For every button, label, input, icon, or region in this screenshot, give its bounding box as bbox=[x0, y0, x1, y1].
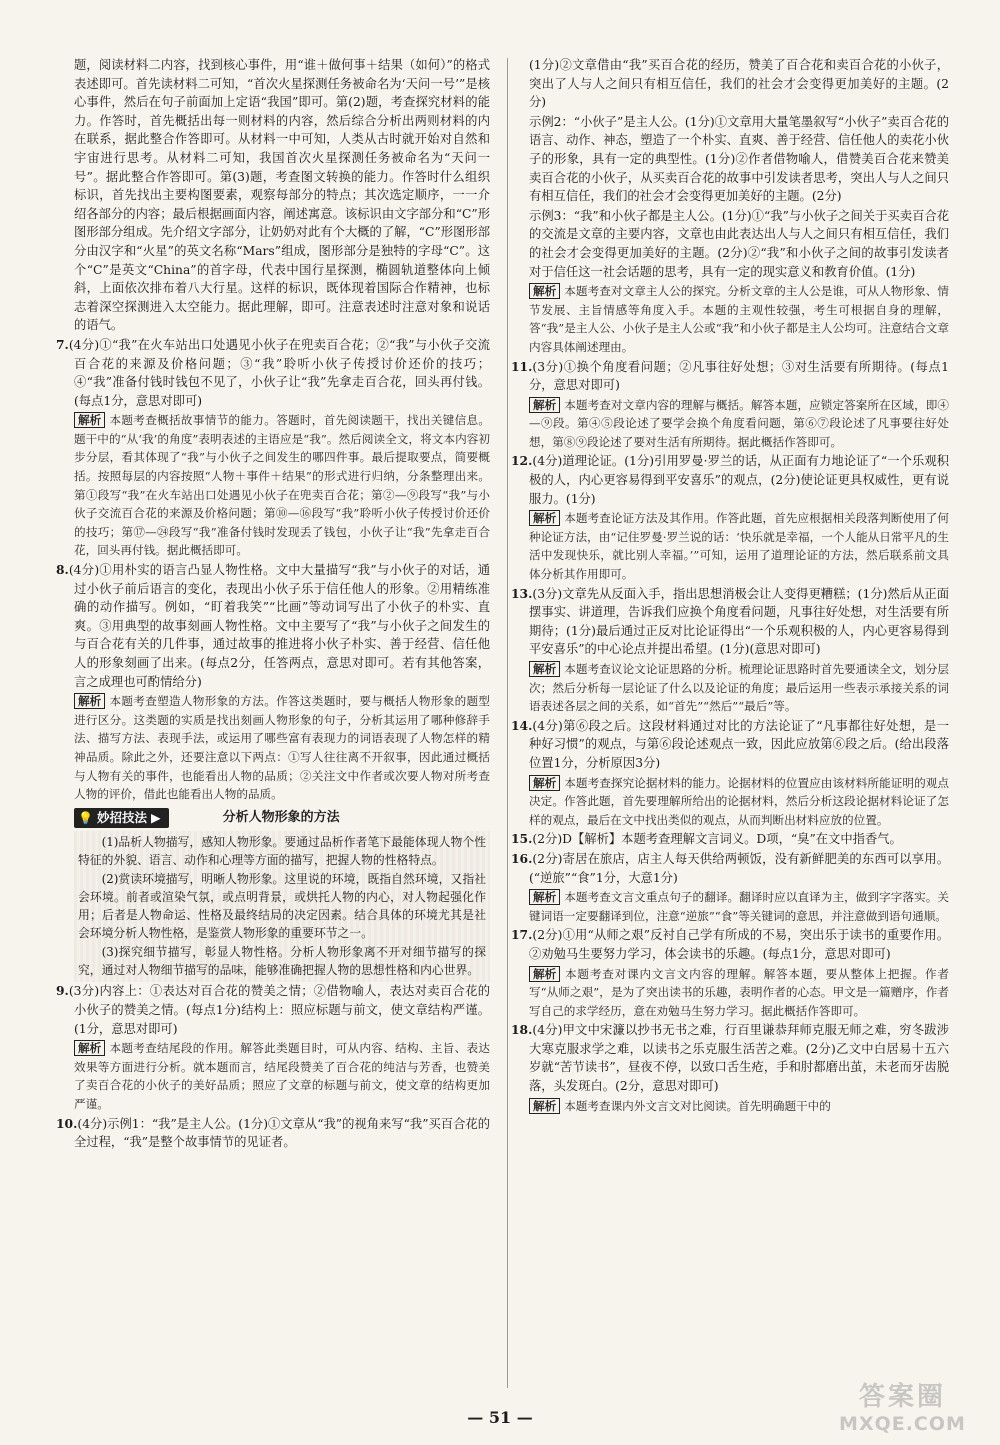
analysis-paragraph bbox=[529, 282, 949, 356]
paragraph-text: (1分)②文章借由“我”买百合花的经历，赞美了百合花和卖百合花的小伙子，突出了人与人之间只有相互信任，我们的社会才会变得更加美好的主题。(2分) bbox=[529, 58, 949, 110]
analysis-tag: 解析 bbox=[74, 1040, 105, 1056]
answer-paragraph bbox=[529, 56, 949, 112]
paragraph-text: 本题考查论证方法及其作用。作答此题，首先应根据相关段落判断使用了何种论证方法，由“记住罗曼·罗兰说的话：‘快乐就是幸福，一个人能从日常平凡的生活中发现快乐，就比别人幸福。’”可知，运用了道理论证的方法，然后联系前文具体分析其作用即可。 bbox=[529, 511, 949, 582]
analysis-paragraph bbox=[74, 692, 490, 804]
question-number: 17. bbox=[511, 927, 533, 943]
paragraph-text: 示例2：“小伙子”是主人公。(1分)①文章用大量笔墨叙写“小伙子”卖百合花的语言、动作、神态，塑造了一个朴实、直爽、善于经营、信任他人的卖花小伙子的形象，具有一定的典型性。(1分)②作者借物喻人，借赞美百合花来赞美卖百合花的小伙子，从买卖百合花的故事中引发读者思考，突出人与人之间只有相互信任，我们的社会才会变得更加美好的主题。(2分) bbox=[529, 114, 949, 204]
paragraph-text: 本题考查对文章主人公的探究。分析文章的主人公是谁，可从人物形象、情节发展、主旨情感等角度入手。本题的主观性较强，考生可根据自身的理解，答“我”是主人公、小伙子是主人公或“我”和小伙子都是主人公均可。注意结合文章内容具体阐述理由。 bbox=[529, 284, 949, 354]
answer-item bbox=[56, 561, 490, 691]
right-answers bbox=[511, 56, 950, 1115]
analysis-tag: 解析 bbox=[529, 397, 560, 413]
paragraph-text: 本题考查议论文论证思路的分析。梳理论证思路时首先要通读全文，划分层次；然后分析每一层论证了什么以及论证的角度；最后运用一些表示承接关系的词语表述各层之间的关系，如“首先”“然后”“最后”等。 bbox=[529, 662, 949, 714]
paragraph-text: (3分)内容上：①表达对百合花的赞美之情；②借物喻人，表达对卖百合花的小伙子的赞美之情。(每点1分)结构上：照应标题与前文，使文章结构严谨。(1分，意思对即可) bbox=[68, 984, 490, 1036]
arrow-icon: ▶ bbox=[150, 809, 161, 825]
answer-item bbox=[511, 452, 949, 508]
analysis-tag: 解析 bbox=[529, 283, 560, 299]
answer-paragraph bbox=[74, 56, 490, 335]
question-number: 8. bbox=[56, 562, 69, 578]
analysis-tag: 解析 bbox=[529, 889, 560, 905]
column-divider bbox=[507, 58, 508, 1388]
question-number: 10. bbox=[56, 1115, 78, 1131]
paragraph-text: (3分)文章先从反面入手，指出思想消极会让人变得更糟糕；(1分)然后从正面摆事实、讲道理，告诉我们应换个角度看问题，凡事往好处想，对生活要有所期待；(1分)最后通过正反对比论证得出“一个乐观积极的人，内心更容易得到平安喜乐”的中心论点并提出希望。(1分)(意思对即可) bbox=[529, 586, 949, 657]
paragraph-text: 本题考查文言文重点句子的翻译。翻译时应以直译为主，做到字字落实。关键词语一定要翻译到位，注意“逆旅”“食”等关键词的意思，并注意做到语句通顺。 bbox=[529, 890, 949, 923]
answer-item bbox=[511, 1021, 949, 1095]
paragraph-text: 本题考查课内外文言文对比阅读。首先明确题干中的 bbox=[564, 1098, 831, 1113]
answer-item bbox=[511, 585, 949, 659]
question-number: 11. bbox=[511, 358, 533, 374]
skill-paragraph: (3)探究细节描写，彰显人物性格。分析人物形象离不开对细节描写的探究，通过对人物细节描写的品味，能够准确把握人物的思想性格和内心世界。 bbox=[78, 945, 486, 978]
question-number: 16. bbox=[511, 850, 533, 866]
left-column bbox=[56, 56, 490, 1153]
paragraph-text: 题，阅读材料二内容，找到核心事件，用“谁＋做何事＋结果（如何）”的格式表述即可。首先读材料二可知，“首次火星探测任务被命名为‘天问一号’”是核心事件，然后在句子前面加上定语“我国”即可。第(2)题，考查探究材料的能力。作答时，首先概括出每一则材料的内容，然后综合分析出两则材料的内在联系，据此整合作答即可。从材料一中可知，人类从古时就开始对自然和宇宙进行思考。从材料二可知，我国首次火星探测任务被命名为“天问一号”。据此整合作答即可。第(3)题，考查图文转换的能力。作答时什么组织标识，首先找出主要构图要素，观察每部分的特点；其次选定顺序，一一介绍各部分的内容；最后根据画面内容，阐述寓意。该标识由文字部分和“C”形图形部分组成。先介绍文字部分，让奶奶对此有个大概的了解，“C”形图形部分由汉字和“火星”的英文名称“Mars”组成，图形部分是独特的字母“C”。这个“C”是英文“China”的首字母，代表中国行星探测，椭圆轨道整体向上倾斜，上面依次排布着八大行星。这样的标识，既体现着国际合作精神，也标志着深空探测进入太空能力。据此理解，即可。注意表述时注意对象和说话的语气。 bbox=[74, 58, 490, 333]
right-column bbox=[511, 56, 950, 1116]
question-number: 7. bbox=[56, 336, 69, 352]
skill-paragraph: (2)赏读环境描写，明晰人物形象。这里说的环境，既指自然环境，又指社会环境。前者或渲染气氛，或点明背景，或烘托人物的内心，对人物起强化作用；后者是人物命运、性格及最终结局的决定因素。结合具体的环境尤其是社会环境分析人物性格，是鉴赏人物形象的重要环节之一。 bbox=[78, 872, 486, 941]
skill-header bbox=[74, 808, 490, 829]
paragraph-text: 本题考查结尾段的作用。解答此类题目时，可从内容、结构、主旨、表达效果等方面进行分析。就本题而言，结尾段赞美了百合花的纯洁与芳香，也赞美了卖百合花的小伙子的美好品质；照应了文章的标题与前文，使文章的结构更加严谨。 bbox=[74, 1041, 490, 1111]
answer-item bbox=[56, 982, 490, 1038]
paragraph-text: 示例3：“我”和小伙子都是主人公。(1分)①“我”与小伙子之间关于买卖百合花的交流是文章的主要内容，文章也由此表达出人与人之间只有相互信任，我们的社会才会变得更加美好的主题。(2分)②“我”和小伙子之间的故事引发读者对于信任这一社会话题的思考，具有一定的现实意义和教育价值。(1分) bbox=[529, 208, 949, 279]
answer-paragraph bbox=[529, 207, 949, 281]
answer-item bbox=[56, 336, 490, 410]
left-answers-continued bbox=[56, 982, 490, 1151]
paragraph-text: (4分)示例1：“我”是主人公。(1分)①文章从“我”的视角来写“我”买百合花的全过程，“我”是整个故事情节的见证者。 bbox=[74, 1116, 490, 1150]
analysis-paragraph bbox=[529, 965, 949, 1021]
paragraph-text: (4分)第⑥段之后。这段材料通过对比的方法论证了“凡事都往好处想，是一种好习惯”的观点，与第⑥段论述观点一致，因此应放第⑥段之后。(给出段落位置1分，分析原因3分) bbox=[529, 718, 949, 770]
answer-paragraph bbox=[529, 113, 949, 206]
skill-badge-label: 妙招技法 bbox=[96, 809, 147, 825]
score-prefix: (3分) bbox=[532, 359, 564, 374]
paragraph-text: (4分)①“我”在火车站出口处遇见小伙子在兜卖百合花；②“我”与小伙子交流百合花的来源及价格问题；③“我”聆听小伙子传授讨价还价的技巧；④“我”准备付钱时钱包不见了，小伙子让“我”先拿走百合花，回头再付钱。(每点1分，意思对即可) bbox=[68, 337, 490, 408]
paragraph-text: 本题考查塑造人物形象的方法。作答这类题时，要与概括人物形象的题型进行区分。这类题的实质是找出刻画人物形象的句子，分析其运用了哪种修辞手法、描写方法、表现手法，或运用了哪些富有表现力的词语表现了人物怎样的精神品质。除此之外，还要注意以下两点：①写人往往离不开叙事，因此通过概括与人物有关的事件，也能看出人物的品质；②关注文中作者或次要人物对所考查人物的评价，借此也能看出人物的品质。 bbox=[74, 694, 490, 802]
analysis-paragraph bbox=[74, 1039, 490, 1113]
analysis-paragraph bbox=[529, 509, 949, 583]
answer-item bbox=[511, 830, 949, 849]
question-number: 15. bbox=[511, 831, 533, 847]
page-number: — 51 — bbox=[467, 1408, 533, 1427]
question-number: 13. bbox=[511, 585, 533, 601]
question-number: 18. bbox=[511, 1022, 533, 1038]
analysis-tag: 解析 bbox=[529, 510, 560, 526]
paragraph-text: (4分)道理论证。(1分)引用罗曼·罗兰的话，从正面有力地论证了“一个乐观积极的人，内心更容易得到平安喜乐”的观点，(2分)使论证更具权威性，更有说服力。(1分) bbox=[529, 454, 949, 506]
answer-item bbox=[511, 926, 949, 963]
left-answers bbox=[56, 56, 490, 804]
question-number: 14. bbox=[511, 717, 533, 733]
paragraph-text: 本题考查对文章内容的理解与概括。解答本题，应锁定答案所在区域，即④—⑨段。第④⑤段论述了要学会换个角度看问题，第⑥⑦段论述了凡事要往好处想，第⑧⑨段论述了要对生活有所期待。据此概括作答即可。 bbox=[529, 397, 949, 449]
analysis-tag: 解析 bbox=[529, 661, 560, 677]
answer-item bbox=[511, 717, 949, 773]
lightbulb-icon: 💡 bbox=[78, 810, 93, 825]
question-number: 9. bbox=[56, 983, 69, 999]
analysis-paragraph bbox=[529, 774, 949, 830]
analysis-tag: 解析 bbox=[529, 775, 560, 791]
analysis-paragraph bbox=[529, 1097, 949, 1116]
paragraph-text: 本题考查概括故事情节的能力。答题时，首先阅读题干，找出关键信息。题干中的“从‘我’的角度”表明表述的主语应是“我”。然后阅读全文，将文本内容初步分层，看其体现了“我”与小伙子之间发生的哪四件事。最后提取要点，简要概括。按照每层的内容按照“人物＋事件＋结果”的形式进行归纳，分条整理出来。第①段写“我”在火车站出口处遇见小伙子在兜卖百合花；第②—⑨段写“我”与小伙子交流百合花的来源及价格问题；第⑩—⑯段写“我”聆听小伙子传授讨价还价的技巧；第⑰—㉔段写“我”准备付钱时发现丢了钱包，小伙子让“我”先拿走百合花，回头再付钱。据此概括即可。 bbox=[74, 413, 490, 558]
paragraph-text: (2分)①用“从师之艰”反衬自己学有所成的不易，突出乐于读书的重要作用。②劝勉马生要努力学习，体会读书的乐趣。(每点1分，意思对即可) bbox=[529, 928, 949, 961]
paragraph-text: (2分)寄居在旅店，店主人每天供给两顿饭，没有新鲜肥美的东西可以享用。(“逆旅”“食”1分，大意1分) bbox=[529, 851, 949, 885]
skill-paragraph: (1)品析人物描写，感知人物形象。要通过品析作者笔下最能体现人物个性特征的外貌、语言、动作和心理等方面的描写，把握人物的性格特点。 bbox=[78, 835, 486, 868]
skill-badge bbox=[74, 808, 169, 829]
answer-item bbox=[511, 850, 949, 887]
watermark-logo: 答案圈 MXQE.COM bbox=[839, 1382, 966, 1435]
paragraph-text: (4分)①用朴实的语言凸显人物性格。文中大量描写“我”与小伙子的对话，通过小伙子前后语言的变化，表现出小伙子乐于信任他人的形象。②用精练准确的动作描写。例如，“盯着我笑”“比画”等动词写出了小伙子的朴实、直爽。③用典型的故事刻画人物性格。文中主要写了“我”与小伙子之间发生的与百合花有关的几件事，通过故事的推进将小伙子朴实、善于经营、信任他人的形象刻画了出来。(每点2分，任答两点，意思对即可。若有其他答案，言之成理也可酌情给分) bbox=[68, 563, 490, 689]
analysis-tag: 解析 bbox=[74, 412, 105, 428]
analysis-paragraph bbox=[529, 888, 949, 925]
analysis-paragraph bbox=[529, 396, 949, 452]
paragraph-text: (2分)D【解析】本题考查理解文言词义。D项，“臭”在文中指香气。 bbox=[532, 832, 902, 847]
skill-title: 分析人物形象的方法 bbox=[222, 809, 340, 825]
answer-item bbox=[56, 1115, 490, 1152]
analysis-paragraph bbox=[74, 411, 490, 560]
paragraph-text: 本题考查对课内文言文内容的理解。解答本题，要从整体上把握。作者写“从师之艰”，是为了突出读书的乐趣，表明作者的心态。甲文是一篇赠序，作者写自己的求学经历，意在劝勉马生努力学习。据此概括作答即可。 bbox=[529, 966, 949, 1018]
analysis-tag: 解析 bbox=[74, 693, 105, 709]
analysis-paragraph bbox=[529, 660, 949, 716]
paragraph-text: 本题考查探究论据材料的能力。论据材料的位置应由该材料所能证明的观点决定。作答此题，首先要理解所给出的论据材料，然后分析这段论据材料论证了怎样的观点，最后在文中找出类似的观点，从而判断出材料应放的位置。 bbox=[529, 775, 949, 827]
paragraph-text: (4分)甲文中宋濂以抄书无书之难，行百里谦恭拜师克服无师之难，穷冬跋涉大寒克服求学之难，以读书之乐克服生活苦之难。(2分)乙文中白居易十五六岁就“苦节读书”，昼夜不停，以致口舌生疮，手和肘都磨出茧，未老而牙齿脱落，头发斑白。(2分，意思对即可) bbox=[529, 1023, 949, 1094]
question-number: 12. bbox=[511, 453, 533, 469]
answer-item bbox=[511, 358, 950, 395]
analysis-tag: 解析 bbox=[529, 966, 560, 982]
skill-body bbox=[74, 831, 490, 982]
analysis-tag: 解析 bbox=[529, 1098, 560, 1114]
paragraph-text: ①换个角度看问题；②凡事往好处想；③对生活要有所期待。(每点1分，意思对即可) bbox=[529, 359, 950, 393]
